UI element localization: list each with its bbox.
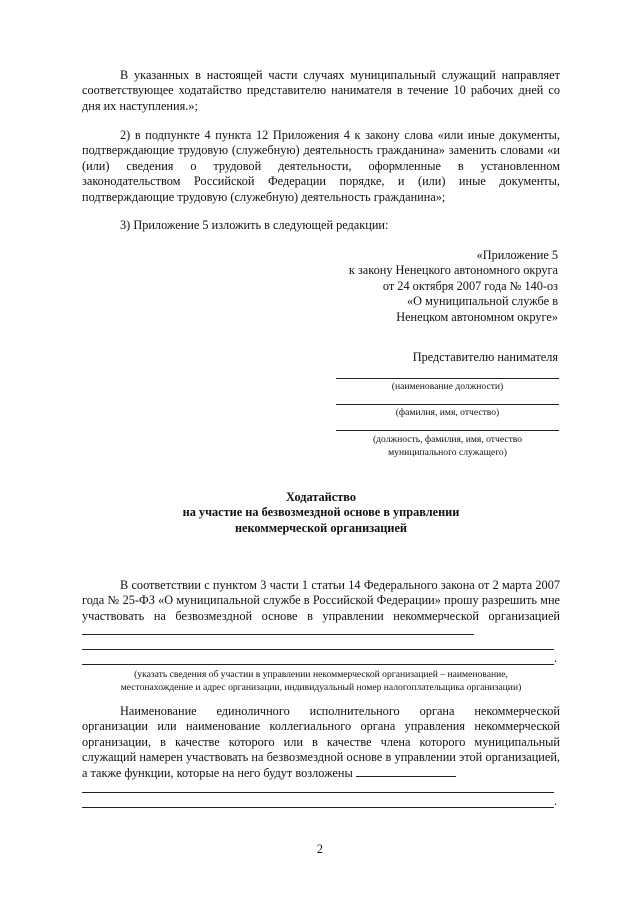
organization-caption-line-2: местонахождение и адрес организации, индивидуальный номер налогоплательщика организации) <box>120 682 522 693</box>
document-title-line-3: некоммерческой организацией <box>234 520 408 535</box>
appendix-line-2: к закону Ненецкого автономного округа <box>348 263 558 278</box>
addressee-title: Представителю нанимателя <box>412 350 558 364</box>
position-caption: (наименование должности) <box>391 381 504 392</box>
organization-fill-line[interactable] <box>82 634 474 635</box>
organization-caption <box>82 668 560 694</box>
document-title-line-1: Ходатайство <box>286 490 356 504</box>
functions-fill-line-2[interactable] <box>82 792 554 793</box>
employee-caption-line-2: муниципального служащего) <box>388 447 507 458</box>
appendix-header <box>349 248 558 325</box>
document-title <box>82 490 560 536</box>
body-paragraph <box>82 704 560 781</box>
functions-period: . <box>554 794 558 808</box>
request-paragraph <box>82 578 560 640</box>
paragraph-2: 2) в подпункте 4 пункта 12 Приложения 4 к закону слова «или иные документы, подтверждающие трудовую (служебную) деятельность гражданина» заменить словами «и (или) сведения о трудовой деятельности, оформленные в установленном законодательством Российской Федерации порядке, и (или) иные документы, подтверждающие трудовую (служебную) деятельность гражданина»; <box>82 128 560 204</box>
paragraph-3: 3) Приложение 5 изложить в следующей редакции: <box>120 218 389 232</box>
paragraph-1: В указанных в настоящей части случаях муниципальный служащий направляет соответствующее ходатайство представителю нанимателя в течение 10 рабочих дней со дня их наступления.»; <box>82 68 560 113</box>
employee-caption <box>336 433 559 459</box>
appendix-line-5: Ненецком автономном округе» <box>396 309 558 324</box>
organization-period: . <box>554 651 558 665</box>
functions-fill-line[interactable] <box>356 776 456 777</box>
page-number: 2 <box>316 842 324 856</box>
body-text: Наименование единоличного исполнительного органа некоммерческой организации или наименование коллегиального органа управления некоммерческой организации, в качестве которого или в качестве члена которого муниципальный служащий намерен участвовать на безвозмездной основе в управлении этой организацией, а также функции, которые на него будут возложены <box>82 704 560 780</box>
position-fill-line[interactable] <box>336 378 559 379</box>
appendix-line-1: «Приложение 5 <box>476 248 558 262</box>
name-fill-line[interactable] <box>336 404 559 405</box>
name-caption: (фамилия, имя, отчество) <box>395 407 500 418</box>
request-text: В соответствии с пунктом 3 части 1 статьи 14 Федерального закона от 2 марта 2007 года № 25-ФЗ «О муниципальной службе в Российской Федерации» прошу разрешить мне участвовать на безвозмездной основе в управлении некоммерческой организацией <box>82 578 560 623</box>
appendix-line-4: «О муниципальной службе в <box>407 294 558 309</box>
organization-fill-line-3[interactable] <box>82 664 554 665</box>
functions-fill-line-3[interactable] <box>82 807 554 808</box>
organization-fill-line-2[interactable] <box>82 649 554 650</box>
employee-caption-line-1: (должность, фамилия, имя, отчество <box>372 434 523 445</box>
document-title-line-2: на участие на безвозмездной основе в управлении <box>182 505 460 520</box>
appendix-line-3: от 24 октября 2007 года № 140-оз <box>382 278 558 293</box>
organization-caption-line-1: (указать сведения об участии в управлении некоммерческой организацией – наименование, <box>134 669 508 680</box>
employee-fill-line[interactable] <box>336 430 559 431</box>
